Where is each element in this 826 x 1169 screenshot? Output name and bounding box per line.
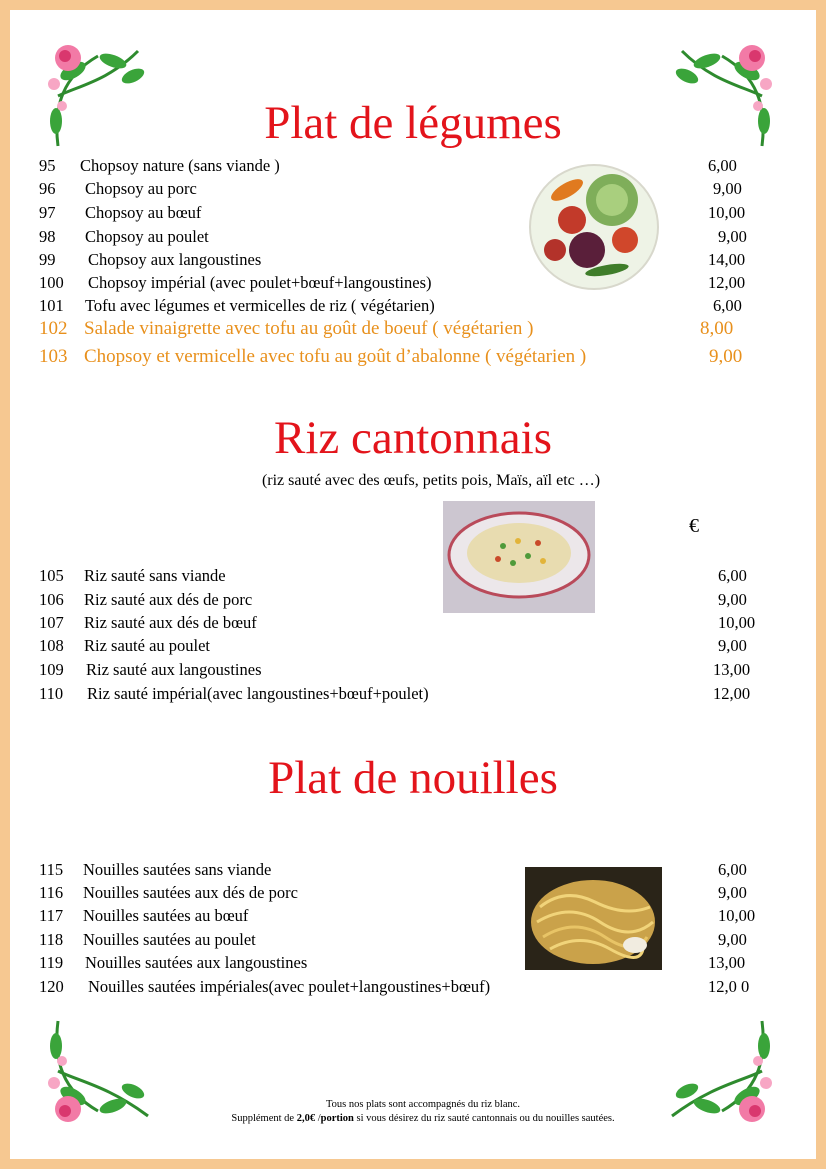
- menu-item-row: [0, 953, 826, 975]
- menu-item-number: 107: [39, 613, 64, 632]
- menu-item-price: 12,0 0: [708, 977, 750, 996]
- menu-item-name: Nouilles sautées au bœuf: [83, 906, 249, 925]
- menu-item-row: [0, 590, 826, 612]
- menu-item-row: [0, 156, 826, 178]
- menu-item-row: [0, 906, 826, 928]
- menu-item-number: 99: [39, 250, 56, 269]
- menu-item-name: Chopsoy aux langoustines: [88, 250, 262, 269]
- menu-item-row: [0, 977, 826, 999]
- menu-item-number: 118: [39, 930, 64, 949]
- menu-item-price: 12,00: [708, 273, 746, 292]
- menu-item-number: 105: [39, 566, 64, 585]
- menu-item-number: 115: [39, 860, 64, 879]
- menu-item-price: 9,00: [718, 590, 747, 609]
- menu-item-price: 10,00: [708, 203, 746, 222]
- menu-item-number: 108: [39, 636, 64, 655]
- menu-item-number: 106: [39, 590, 64, 609]
- menu-item-price: 6,00: [718, 566, 747, 585]
- menu-item-name: Riz sauté sans viande: [84, 566, 226, 585]
- menu-item-number: 103: [39, 346, 68, 367]
- section-title-noodles: Plat de nouilles: [268, 752, 558, 804]
- rice-subtitle: (riz sauté avec des œufs, petits pois, Maïs, aïl etc …): [261, 472, 601, 489]
- menu-item-number: 119: [39, 953, 64, 972]
- menu-item-row: [0, 296, 826, 318]
- menu-item-price: 6,00: [713, 296, 742, 315]
- menu-item-price: 13,00: [713, 660, 751, 679]
- menu-item-number: 116: [39, 883, 64, 902]
- footer-line-2-pre: Supplément de: [231, 1113, 297, 1124]
- menu-item-row: [0, 684, 826, 706]
- section-title-vegetables: Plat de légumes: [264, 97, 562, 149]
- menu-item-row: [0, 250, 826, 272]
- menu-item-row: [0, 346, 826, 368]
- menu-item-number: 109: [39, 660, 64, 679]
- menu-item-price: 6,00: [708, 156, 737, 175]
- menu-item-row: [0, 883, 826, 905]
- menu-item-name: Chopsoy nature (sans viande ): [80, 156, 280, 175]
- menu-item-row: [0, 318, 826, 340]
- menu-item-price: 9,00: [718, 930, 747, 949]
- menu-item-name: Chopsoy au poulet: [85, 227, 209, 246]
- menu-item-name: Chopsoy et vermicelle avec tofu au goût d’abalonne ( végétarien ): [84, 346, 587, 367]
- currency-symbol: €: [689, 515, 699, 537]
- footer-line-2-post: si vous désirez du riz sauté cantonnais ou du nouilles sautées.: [353, 1113, 615, 1124]
- menu-item-name: Chopsoy impérial (avec poulet+bœuf+langoustines): [88, 273, 432, 292]
- menu-item-number: 96: [39, 179, 56, 198]
- menu-item-price: 9,00: [718, 227, 747, 246]
- footer-note: [0, 1098, 826, 1126]
- menu-item-number: 101: [39, 296, 64, 315]
- menu-item-number: 95: [39, 156, 56, 175]
- menu-item-name: Salade vinaigrette avec tofu au goût de boeuf ( végétarien ): [84, 318, 534, 339]
- menu-item-row: [0, 566, 826, 588]
- menu-item-row: [0, 613, 826, 635]
- menu-item-price: 8,00: [700, 318, 734, 339]
- menu-item-price: 13,00: [708, 953, 746, 972]
- menu-item-name: Tofu avec légumes et vermicelles de riz ( végétarien): [85, 296, 435, 315]
- menu-item-name: Riz sauté au poulet: [84, 636, 211, 655]
- menu-item-name: Nouilles sautées aux langoustines: [85, 953, 308, 972]
- menu-item-name: Riz sauté aux langoustines: [86, 660, 262, 679]
- footer-supplement-price: 2,0€: [296, 1113, 316, 1124]
- menu-item-price: 10,00: [718, 906, 756, 925]
- menu-item-price: 10,00: [718, 613, 756, 632]
- menu-item-price: 9,00: [718, 636, 747, 655]
- menu-item-price: 6,00: [718, 860, 747, 879]
- menu-item-name: Nouilles sautées aux dés de porc: [83, 883, 298, 902]
- footer-line-1: Tous nos plats sont accompagnés du riz blanc.: [325, 1099, 521, 1110]
- menu-item-number: 110: [39, 684, 64, 703]
- menu-item-price: 9,00: [709, 346, 743, 367]
- menu-item-row: [0, 203, 826, 225]
- menu-item-row: [0, 860, 826, 882]
- menu-item-number: 97: [39, 203, 56, 222]
- menu-item-name: Riz sauté impérial(avec langoustines+bœuf+poulet): [87, 684, 429, 703]
- menu-item-price: 14,00: [708, 250, 746, 269]
- menu-item-price: 12,00: [713, 684, 751, 703]
- menu-item-row: [0, 636, 826, 658]
- menu-item-row: [0, 273, 826, 295]
- menu-item-number: 102: [39, 318, 68, 339]
- footer-line-2: [0, 1112, 826, 1126]
- menu-item-number: 98: [39, 227, 56, 246]
- menu-item-name: Nouilles sautées impériales(avec poulet+langoustines+bœuf): [88, 977, 491, 996]
- menu-item-row: [0, 660, 826, 682]
- menu-item-name: Riz sauté aux dés de porc: [84, 590, 253, 609]
- menu-item-price: 9,00: [713, 179, 742, 198]
- menu-item-row: [0, 179, 826, 201]
- menu-item-number: 120: [39, 977, 64, 996]
- menu-item-row: [0, 930, 826, 952]
- footer-line-2-mid: /: [315, 1113, 321, 1124]
- menu-item-price: 9,00: [718, 883, 747, 902]
- menu-item-number: 117: [39, 906, 64, 925]
- menu-item-name: Chopsoy au bœuf: [85, 203, 202, 222]
- menu-item-name: Chopsoy au porc: [85, 179, 197, 198]
- footer-supplement-unit: portion: [320, 1113, 354, 1124]
- menu-item-row: [0, 227, 826, 249]
- menu-item-name: Riz sauté aux dés de bœuf: [84, 613, 257, 632]
- menu-item-name: Nouilles sautées au poulet: [83, 930, 256, 949]
- menu-item-name: Nouilles sautées sans viande: [83, 860, 272, 879]
- menu-item-number: 100: [39, 273, 64, 292]
- section-title-rice: Riz cantonnais: [273, 412, 552, 464]
